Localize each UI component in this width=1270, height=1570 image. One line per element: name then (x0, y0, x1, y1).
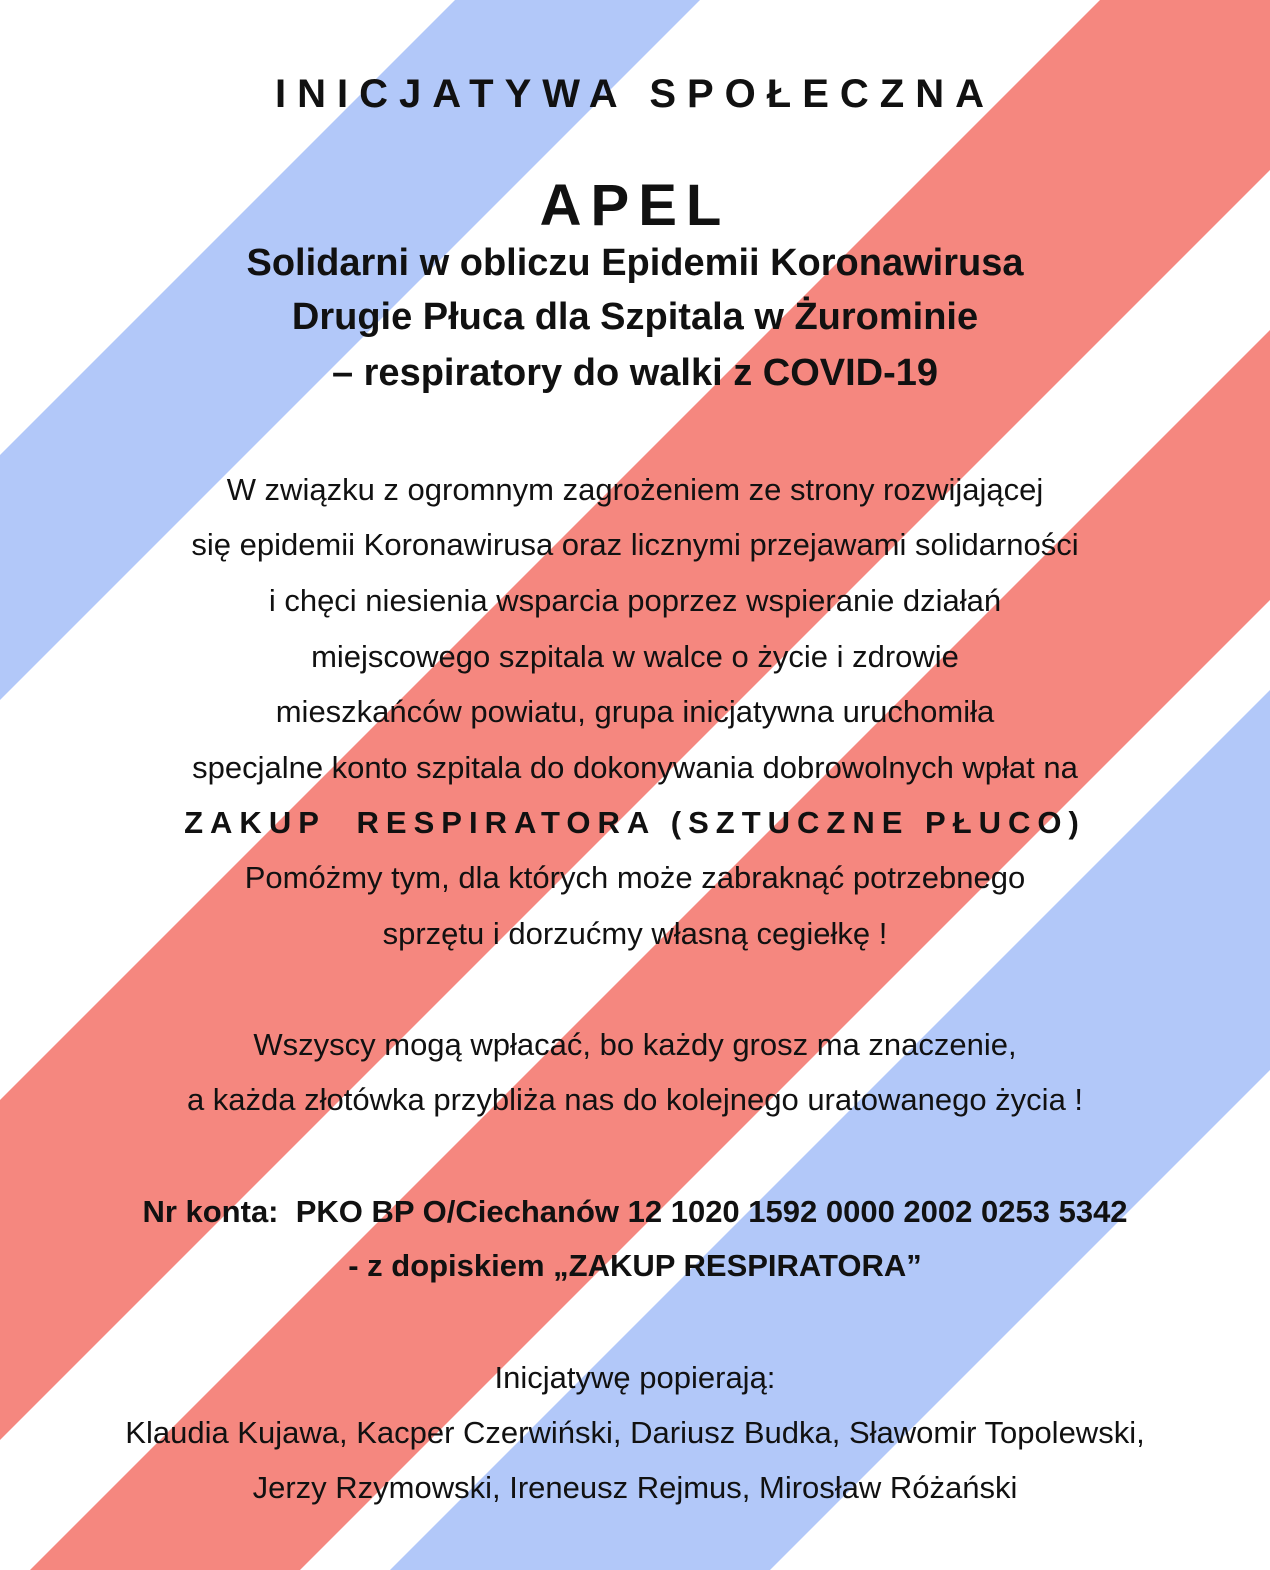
paragraph-line-3: i chęci niesienia wsparcia poprzez wspieranie działań (268, 583, 1002, 618)
subtitle-line-3: – respiratory do walki z COVID-19 (331, 352, 939, 394)
encourage-line-2: a każda złotówka przybliża nas do kolejnego uratowanego życia ! (186, 1082, 1084, 1117)
subtitle-line-1: Solidarni w obliczu Epidemii Koronawirusa (246, 242, 1024, 284)
poster-title: APEL (539, 173, 731, 238)
paragraph-line-6: specjalne konto szpitala do dokonywania dobrowolnych wpłat na (192, 750, 1078, 785)
paragraph-line-1: W związku z ogromnym zagrożeniem ze strony rozwijającej (226, 472, 1044, 507)
paragraph-line-4: miejscowego szpitala w walce o życie i zdrowie (311, 639, 959, 674)
encourage-line-1: Wszyscy mogą wpłacać, bo każdy grosz ma znaczenie, (253, 1027, 1017, 1062)
appeal-line-2: sprzętu i dorzućmy własną cegiełkę ! (382, 916, 888, 951)
purchase-emphasis: ZAKUP RESPIRATORA (SZTUCZNE PŁUCO) (184, 805, 1086, 840)
supporters-line-2: Jerzy Rzymowski, Ireneusz Rejmus, Mirosław Różański (252, 1470, 1018, 1505)
paragraph-line-2: się epidemii Koronawirusa oraz licznymi przejawami solidarności (191, 527, 1079, 562)
supporters-heading: Inicjatywę popierają: (494, 1360, 776, 1395)
appeal-line-1: Pomóżmy tym, dla których może zabraknąć potrzebnego (244, 860, 1026, 895)
supporters-line-1: Klaudia Kujawa, Kacper Czerwiński, Dariusz Budka, Sławomir Topolewski, (125, 1415, 1145, 1450)
transfer-title-note: - z dopiskiem „ZAKUP RESPIRATORA” (348, 1248, 922, 1283)
bank-account-number: Nr konta: PKO BP O/Ciechanów 12 1020 1592 0000 2002 0253 5342 (142, 1194, 1128, 1229)
subtitle-line-2: Drugie Płuca dla Szpitala w Żurominie (291, 296, 979, 338)
poster-kicker: INICJATYWA SPOŁECZNA (274, 72, 996, 116)
paragraph-line-5: mieszkańców powiatu, grupa inicjatywna uruchomiła (275, 694, 995, 729)
